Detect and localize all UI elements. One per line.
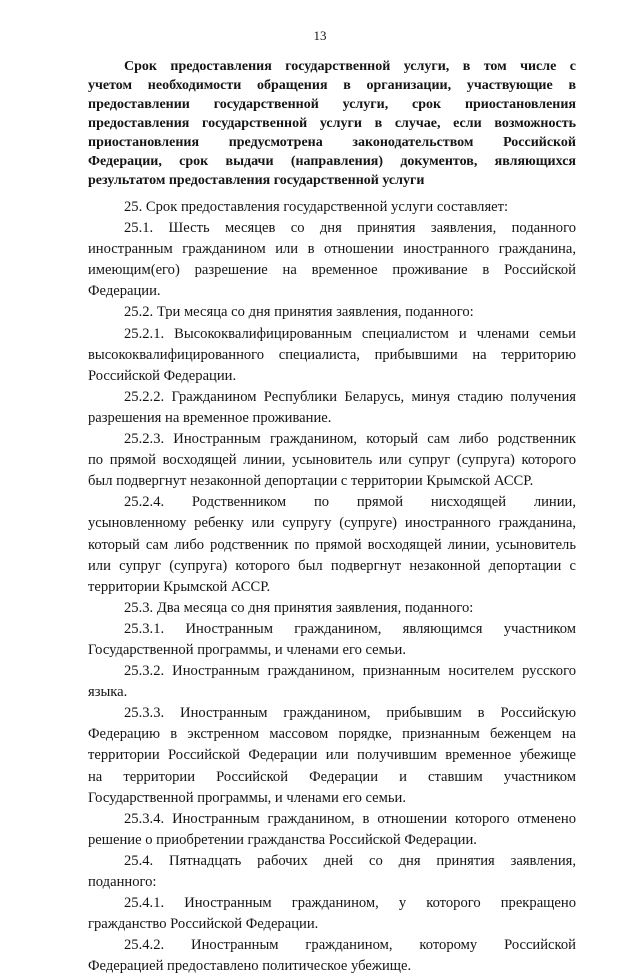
paragraph-line: 25.1. Шесть месяцев со дня принятия заявления, поданного bbox=[124, 220, 576, 237]
paragraph-line: Государственной программы, и членами его семьи. bbox=[88, 641, 406, 658]
paragraph bbox=[88, 429, 576, 492]
heading-line: Срок предоставления государственной услуги, в том числе с bbox=[124, 59, 576, 74]
paragraph-line: 25.2.2. Гражданином Республики Беларусь, минуя стадию получения bbox=[124, 388, 576, 405]
paragraph bbox=[88, 387, 576, 429]
paragraph-line: 25.3.1. Иностранным гражданином, являющимся участником bbox=[124, 620, 576, 637]
heading-line: учетом необходимости обращения в организации, участвующие в bbox=[88, 78, 576, 93]
paragraph-line: или супруг (супруга) которого был подвергнут незаконной депортации с bbox=[88, 557, 576, 574]
paragraph-line: 25.2.4. Родственником по прямой нисходящей линии, bbox=[124, 494, 576, 511]
heading-line: приостановления предусмотрена законодательством Российской bbox=[88, 135, 576, 150]
paragraph-line: 25.2. Три месяца со дня принятия заявления, поданного: bbox=[124, 304, 474, 321]
paragraph-line: Федерацию в экстренном массовом порядке, признанным беженцем на bbox=[88, 726, 576, 743]
paragraph-line: по прямой восходящей линии, усыновитель или супруг (супруга) которого bbox=[88, 452, 576, 469]
paragraph-line: имеющим(его) разрешение на временное проживание в Российской bbox=[88, 262, 576, 279]
paragraph-line: гражданство Российской Федерации. bbox=[88, 916, 319, 933]
paragraph-line: 25.3. Два месяца со дня принятия заявления, поданного: bbox=[124, 599, 474, 616]
paragraph-line: был подвергнут незаконной депортации с территории Крымской АССР. bbox=[88, 473, 534, 490]
paragraph bbox=[88, 851, 576, 893]
paragraph bbox=[88, 703, 576, 808]
paragraph-line: высококвалифицированного специалиста, прибывшими на территорию bbox=[88, 346, 576, 363]
paragraph bbox=[88, 619, 576, 661]
paragraph-line: 25.3.3. Иностранным гражданином, прибывшим в Российскую bbox=[124, 705, 576, 722]
section-heading bbox=[88, 57, 576, 190]
paragraph bbox=[88, 302, 576, 323]
paragraph bbox=[88, 218, 576, 302]
paragraph bbox=[88, 324, 576, 387]
paragraph-line: Федерацией предоставлено политическое убежище. bbox=[88, 958, 412, 975]
paragraph-line: 25.2.3. Иностранным гражданином, который сам либо родственник bbox=[124, 431, 576, 448]
document-body bbox=[88, 197, 576, 977]
paragraph-line: Российской Федерации. bbox=[88, 367, 237, 384]
paragraph bbox=[88, 598, 576, 619]
paragraph-line: 25.3.4. Иностранным гражданином, в отношении которого отменено bbox=[124, 810, 576, 827]
paragraph-line: 25.4.1. Иностранным гражданином, у которого прекращено bbox=[124, 895, 576, 912]
paragraph-line: разрешения на временное проживание. bbox=[88, 409, 332, 426]
paragraph bbox=[88, 197, 576, 218]
paragraph-line: поданного: bbox=[88, 874, 157, 890]
paragraph-line: 25.4. Пятнадцать рабочих дней со дня принятия заявления, bbox=[124, 852, 576, 869]
paragraph-line: языка. bbox=[88, 684, 128, 701]
paragraph-line: территории Крымской АССР. bbox=[88, 578, 271, 595]
paragraph-line: Федерации. bbox=[88, 283, 161, 300]
paragraph-line: усыновленному ребенку или супругу (супруге) иностранного гражданина, bbox=[88, 515, 576, 532]
paragraph-line: территории Российской Федерации или получившим временное убежище bbox=[88, 747, 576, 764]
page-number: 13 bbox=[313, 28, 327, 43]
paragraph-line: на территории Российской Федерации и ставшим участником bbox=[88, 768, 576, 785]
paragraph bbox=[88, 809, 576, 851]
paragraph bbox=[88, 661, 576, 703]
paragraph bbox=[88, 893, 576, 935]
paragraph bbox=[88, 935, 576, 977]
heading-line: Федерации, срок выдачи (направления) документов, являющихся bbox=[88, 154, 576, 169]
heading-line: предоставлении государственной услуги, срок приостановления bbox=[88, 97, 576, 112]
paragraph-line: Государственной программы, и членами его семьи. bbox=[88, 789, 406, 806]
paragraph-line: 25. Срок предоставления государственной услуги составляет: bbox=[124, 199, 509, 215]
heading-line: результатом предоставления государственной услуги bbox=[88, 173, 425, 188]
paragraph-line: решение о приобретении гражданства Российской Федерации. bbox=[88, 831, 477, 848]
paragraph-line: 25.2.1. Высококвалифицированным специалистом и членами семьи bbox=[124, 325, 576, 342]
paragraph bbox=[88, 492, 576, 597]
heading-line: предоставления государственной услуги в случае, если возможность bbox=[88, 116, 576, 131]
paragraph-line: 25.3.2. Иностранным гражданином, признанным носителем русского bbox=[124, 663, 576, 680]
paragraph-line: который сам либо родственник по прямой восходящей линии, усыновитель bbox=[88, 536, 576, 553]
paragraph-line: иностранным гражданином или в отношении иностранного гражданина, bbox=[88, 241, 576, 258]
paragraph-line: 25.4.2. Иностранным гражданином, которому Российской bbox=[124, 937, 576, 954]
